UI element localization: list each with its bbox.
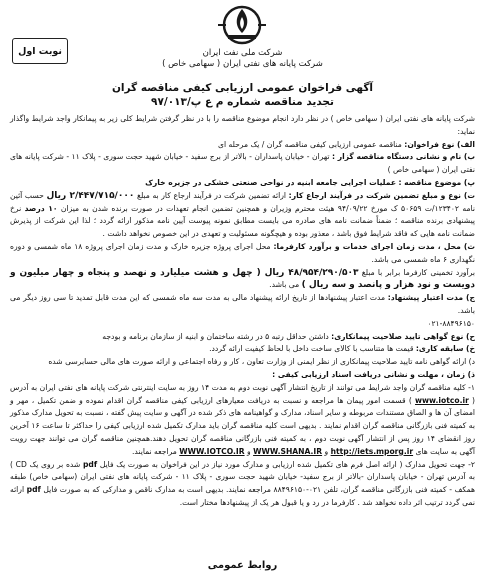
nioc-flame-logo-icon [212,3,272,47]
item-c [10,177,475,190]
item-f-text1: برآورد تخمینی کارفرما برابر با مبلغ [361,267,476,277]
iotco-link[interactable]: www.iotco.ir [414,395,469,405]
item-l [10,459,475,510]
item-d [10,190,475,241]
item-k-text2: ) قسمت امور پیمان ها مراجعه و نسبت به دریافت معیارهای ارزیابی کیفی مناقصه گران اقدام نموده و ضمن تکمیل ، مهر و امضای آن ها و الصاق مستندات مربوطه و سایر اسناد، مدارک و گواهینامه های ذکر شده در آگهی و سایت پیش گفته ، نسبت به تحویل مدارک مذکور به کمیته فنی بازرگانی مناقصه گران اقدام نمایند . بدیهی است کلیه مناقصه گران باید مدارک تکمیل شده ارزیابی کیفی را حداکثر تا ساعت ۱۶ آخرین روز انقضای ۱۴ روز پس از انتشار آگهی نوبت دوم ، به کمیته فنی بازرگانی مناقصه گران تحویل دهند.همچنین مناقصه گران می توانند جهت رویت آگهی به سایت های [10,395,475,456]
org-subsidiary: شرکت پایانه های نفتی ایران ( سهامی خاص ) [162,59,323,69]
phone-line: ۰۲۱-۸۸۴۹۶۱۵۰ [427,318,475,328]
item-d-label: ت) نوع و مبلغ تضمین شرکت در فرآیند ارجاع کار: [288,190,475,200]
iotco-link-2[interactable]: WWW.IOTCO.IR [179,446,245,456]
item-f [10,267,475,293]
item-h-label: ح) نوع گواهی تایید صلاحیت پیمانکاری: [331,331,475,341]
item-h-text: داشتن حداقل رتبه ۵ در رشته ساختمان و ابنیه از سازمان برنامه و بودجه [102,331,329,341]
item-k-text3: مراجعه نمایند. [132,446,177,456]
notice-body [10,113,475,510]
item-a [10,139,475,152]
item-d-text3: نرخ پیشنهادی برنده مناقصه ؛ ضمناً ضمانت نامه های صادره می بایست مطابق نمونه پیوست آیین نامه مذکور ارائه گردد ؛ لذا این شرکت از پذیرش ضمانت نامه هایی که فاقد شرایط فوق باشد ، معذور بوده و هیچگونه مسئولیت و تعهدی در این خصوص نخواهد داشت . [10,203,475,239]
org-name: شرکت ملی نفت ایران [202,48,283,58]
item-a-label: الف) نوع فراخوان: [404,139,475,149]
item-g-label: ج) مدت اعتبار پیشنهاد: [387,293,475,303]
guarantee-percent: ۱۰ درصد [24,203,58,213]
item-i [10,343,475,356]
and-word-2: و [246,446,251,456]
item-k-text1: ۱- کلیه مناقصه گران واجد شرایط می توانند از تاریخ انتشار آگهی نوبت دوم به مدت ۱۴ روز به سایت اینترنتی شرکت پایانه های نفتی ایران به آدرس ( [10,382,475,405]
item-c-label: پ) موضوع مناقصه : [398,177,475,187]
item-f-text2: می باشد. [269,280,300,290]
item-l-text3: ارائه نمی گردد ترتیب اثر داده نخواهد شد . کارفرما در رد و یا قبول هر یک از پیشنهادها مختار است. [10,485,475,507]
item-b-text: تهران - خیابان پاسداران - بالاتر از برج سفید - خیابان شهید حجت سوری - پلاک ۱۱ - شرکت پایانه های نفتی ایران ( سهامی خاص ) [10,152,475,175]
notice-title: آگهی فراخوان عمومی ارزیابی کیفی مناقصه گران [111,82,374,94]
item-g [10,292,475,318]
item-l-text2: شده بر روی یک CD ) به آدرس تهران - خیابان پاسداران -بالاتر از برج سفید- خیابان شهید حجت سوری - پلاک ۱۱ - شرکت پایانه های نفتی ایران (سهامی خاص) طبقه همکف - کمیته فنی بازرگانی مناقصه گران، تلفن ۰۲۱-۸۸۴۹۶۱۵۰ مراجعه نمایند. بدیهی است به مدارک ناقص و مدارکی که به صورت فایل [10,459,475,495]
iets-link[interactable]: http://iets.mporg.ir [330,446,414,456]
item-l-text1: ۲- جهت تحویل مدارک ( ارائه اصل فرم های تکمیل شده ارزیابی و مدارک مورد نیاز در این فراخوان به صورت یک فایل [99,459,475,469]
item-j: د) ارائه گواهی نامه تایید صلاحیت پیمانکاری از نظر ایمنی از وزارت تعاون ، کار و رفاه اجتماعی و ارائه صورت های مالی حسابرسی شده [48,357,475,367]
item-e [10,241,475,267]
item-c-text: عملیات اجرایی جامعه ابنیه در نواحی صنعتی خشکی در جزیره خارک [145,177,397,187]
item-a-text: مناقصه عمومی ارزیابی کیفی مناقصه گران / یک مرحله ای [218,139,402,149]
and-word: و [324,446,329,456]
item-g-text: مدت اعتبار پیشنهادها از تاریخ ارائه پیشنهاد مالی به مدت سه ماه شمسی که این مدت قابل تمدید تا سی روز دیگر می باشد. [10,293,475,315]
intro-paragraph: شرکت پایانه های نفتی ایران ( سهامی خاص ) در نظر دارد انجام موضوع مناقصه را با در نظر گرفتن شرایط کلی زیر به پیمانکار واجد شرایط واگذار نماید: [10,114,475,136]
item-b [10,151,475,177]
item-h [10,331,475,344]
pdf-label-2: pdf [26,485,41,495]
guarantee-amount: ۲/۴۴۷/۷۱۵/۰۰۰ ریال [46,190,135,201]
item-i-label: خ) سابقه کاری: [415,344,475,354]
item-d-text2: حسب آئین نامه ۱۲۳۴۰۲/ت ۵۰۶۵۹ ک مورخ ۹۴/۰۹/۲۲ هیئت محترم وزیران و همچنین تضمین انجام تعهدات در صورت برنده شدن به میزان [10,190,475,213]
item-b-label: ب) نام و نشانی دستگاه مناقصه گزار : [331,152,475,162]
pdf-label: pdf [82,459,98,469]
item-d-text1: ارائه تضمین شرکت در فرآیند ارجاع کار به مبلغ [136,190,287,200]
shana-link[interactable]: WWW.SHANA.IR [253,446,323,456]
round-badge: نوبت اول [12,38,68,64]
item-k [10,382,475,459]
item-k-label: ذ) زمان ، مهلت و نشانی دریافت اسناد ارزیابی کیفی : [272,369,475,379]
estimate-amount: ۴۸/۹۵۴/۲۹۰/۵۰۳ ریال ( چهل و هشت میلیارد و نهصد و پنجاه و چهار میلیون و دویست و نود هزار و پانصد و سه ریال ) [10,267,475,291]
public-relations-signature: روابط عمومی [207,560,278,571]
tender-number: تجدید مناقصه شماره م ع پ/۹۷/۰۱۳ [151,96,334,108]
item-e-text: محل اجرای پروژه جزیره خارک و مدت زمان اجرای پروژه ۱۸ ماه شمسی و دوره نگهداری ۶ ماه شمسی می باشد. [10,241,475,264]
item-e-label: ث) محل ، مدت زمان اجرای خدمات و برآورد کارفرما: [273,241,476,251]
item-i-text: قیمت ها متناسب با کالای ساخت داخل با لحاظ کیفیت ارائه گردد. [209,344,414,354]
